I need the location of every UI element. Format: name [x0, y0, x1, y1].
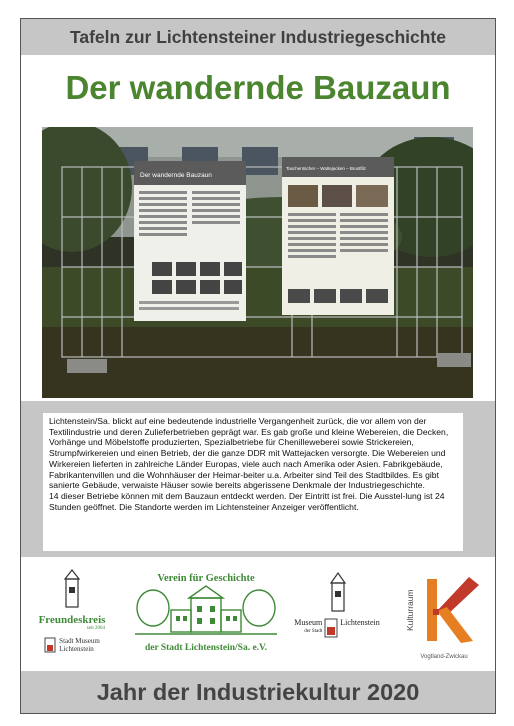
left-panel-title: Der wandernde Bauzaun — [140, 172, 212, 179]
visitor-info-paragraph: 14 dieser Betriebe können mit dem Bauzaun entdeckt werden. Der Eintritt ist frei. Die Ausstel-lung ist 24 Stunden geöffnet. Die Standorte werden im Lichtensteiner Anzeiger veröffentlicht. — [49, 490, 445, 512]
description-box — [43, 413, 463, 551]
exhibition-photo-illustration — [42, 127, 473, 398]
kulturraum-region: Vogtland-Zwickau — [420, 654, 468, 660]
museum-mark-icon — [44, 637, 56, 653]
freundeskreis-since: seit 2004 — [86, 626, 105, 631]
freundeskreis-name: Freundeskreis — [38, 614, 106, 626]
kulturraum-logo — [399, 571, 489, 663]
museum-word: Museum — [294, 618, 323, 627]
town-illustration — [131, 584, 281, 638]
museum-city: Lichtenstein — [340, 618, 380, 627]
series-title: Tafeln zur Lichtensteiner Industriegeschichte — [69, 26, 446, 47]
museum-logo — [289, 571, 385, 661]
verein-logo — [131, 573, 281, 663]
description-paragraph: Lichtenstein/Sa. blickt auf eine bedeutende industrielle Vergangenheit zurück, die vor allem von der Textilindustrie und deren Zulieferbetrieben geprägt war. Es gab große und kleine Webereien, die Decken, Vorhänge und Möbelstoffe produzierten, Spezialbetriebe für Chenilleweberei sowie Strickereien, Strumpfwirkereien und einen Betrieb, der die ganze DDR mit Wattejacken versorgte. Die Webereien und Wirkereien lieferten in zahlreiche Länder Europas, viele auch nach Amerika oder Asien. Fabrikgebäude, Fabrikantenvillen und die Wohnhäuser der Heimar-beiter u.a. Arbeiter sind Teil des Stadtbildes. Es gibt sanierte Gebäude, verwaiste Häuser sowie bereits abgerissene Denkmale der Industriegeschichte. — [49, 416, 449, 491]
verein-name: Verein für Geschichte — [157, 573, 255, 584]
sponsor-logos — [21, 561, 495, 667]
museum-square-icon — [324, 618, 338, 638]
verein-city: der Stadt Lichtenstein/Sa. e.V. — [144, 643, 268, 653]
right-panel-title: Taschentücher – Wattejacken – Brustfilz — [286, 166, 366, 171]
kulturraum-name: Kulturraum — [405, 589, 415, 631]
freundeskreis-museum-line1: Stadt Museum — [59, 637, 100, 645]
footer-motto: Jahr der Industriekultur 2020 — [96, 678, 420, 705]
page-title: Der wandernde Bauzaun — [65, 69, 451, 106]
freundeskreis-museum-line2: Lichtenstein — [59, 645, 94, 653]
exhibition-photo — [42, 127, 473, 398]
description-band — [21, 401, 495, 557]
museum-der-stadt: der Stadt — [304, 629, 323, 634]
freundeskreis-logo — [29, 569, 115, 661]
header-band — [21, 19, 495, 55]
footer-band — [21, 671, 495, 713]
poster — [20, 18, 496, 714]
tower-icon — [29, 569, 115, 609]
museum-tower-icon — [289, 571, 385, 613]
